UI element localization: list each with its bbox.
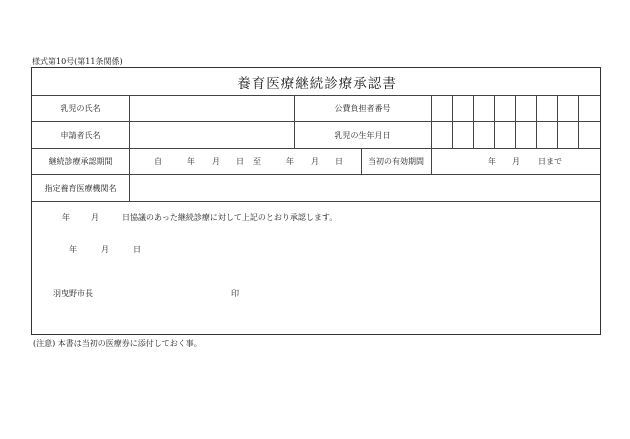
period-day: 日 (335, 157, 343, 166)
infant-name-label: 乳児の氏名 (60, 104, 101, 113)
divider (32, 174, 600, 175)
divider (494, 95, 495, 148)
divider (129, 95, 130, 201)
period-to: 至 (253, 157, 261, 166)
applicant-name-label: 申請者氏名 (60, 131, 101, 140)
divider (515, 95, 516, 148)
infant-birthdate-label: 乳児の生年月日 (334, 131, 391, 140)
period-day: 日 (236, 157, 244, 166)
designated-institution-label: 指定養育医療機関名 (44, 184, 117, 193)
period-month: 月 (212, 157, 220, 166)
divider (32, 148, 600, 149)
divider (536, 95, 537, 148)
mayor-title: 羽曳野市長 (53, 289, 93, 298)
issue-day: 日 (133, 245, 141, 254)
approval-form (31, 67, 601, 335)
validity-month: 月 (512, 157, 520, 166)
form-number-label: 様式第10号(第11条関係) (32, 57, 123, 66)
continuation-period-label: 継続診療承認期間 (48, 157, 113, 166)
approval-statement: 日協議のあった継続診療に対して上記のとおり承認します。 (122, 213, 338, 222)
divider (578, 95, 579, 148)
divider (452, 95, 453, 148)
validity-until: 日まで (538, 157, 562, 166)
issue-month: 月 (101, 245, 109, 254)
period-year: 年 (187, 157, 195, 166)
public-cost-number-label: 公費負担者番号 (334, 104, 391, 113)
seal-mark: 印 (231, 289, 239, 298)
period-month: 月 (311, 157, 319, 166)
footnote: (注意) 本書は当初の医療券に添付しておく事。 (33, 339, 202, 348)
issue-year: 年 (69, 245, 77, 254)
validity-year: 年 (488, 157, 496, 166)
period-from: 自 (154, 157, 162, 166)
divider (431, 148, 432, 174)
divider (32, 201, 600, 202)
divider (473, 95, 474, 148)
approval-year: 年 (62, 213, 70, 222)
document-title: 養育医療継続診療承認書 (237, 76, 397, 92)
divider (557, 95, 558, 148)
approval-month: 月 (91, 213, 99, 222)
divider (431, 95, 432, 148)
initial-validity-label: 当初の有効期間 (368, 157, 424, 166)
period-year: 年 (286, 157, 294, 166)
